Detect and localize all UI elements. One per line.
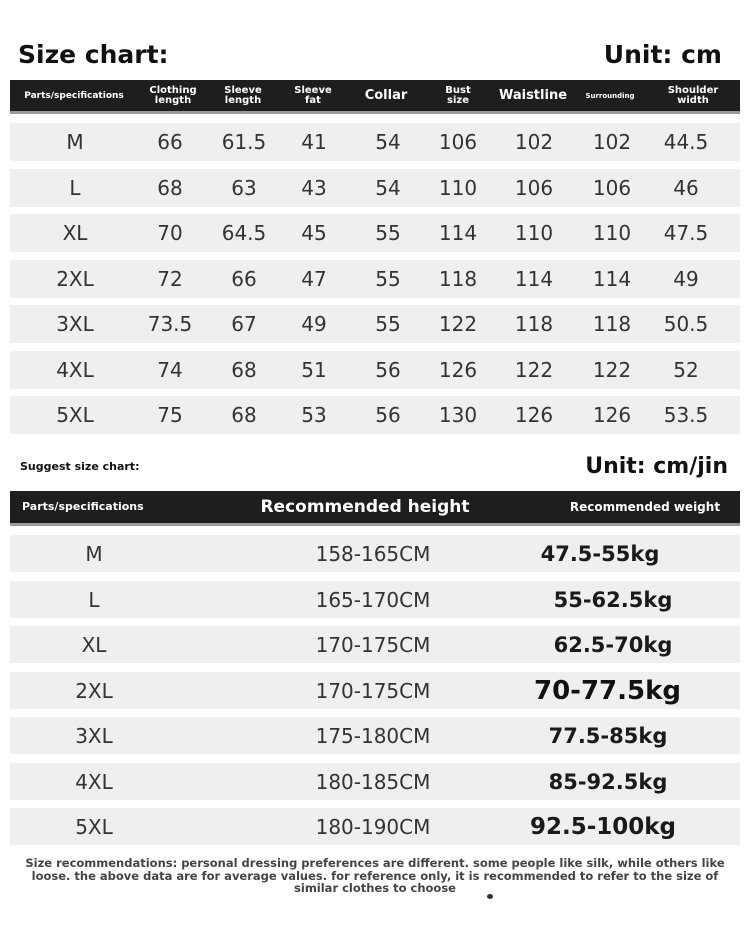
surrounding-value: 106 bbox=[592, 176, 632, 200]
sleeve-fat-value: 49 bbox=[301, 312, 327, 336]
shoulder-width-value: 52 bbox=[673, 358, 699, 382]
collar-value: 54 bbox=[375, 176, 401, 200]
size-label: 4XL bbox=[75, 770, 113, 794]
sleeve-length-value: 63 bbox=[231, 176, 257, 200]
recommended-height-value: 180-185CM bbox=[315, 770, 431, 794]
size-label: 3XL bbox=[75, 724, 113, 748]
shoulder-width-value: 47.5 bbox=[663, 221, 709, 245]
surrounding-value: 110 bbox=[592, 221, 632, 245]
recommended-weight-value: 47.5-55kg bbox=[540, 542, 660, 566]
bust-size-value: 114 bbox=[438, 221, 478, 245]
size-row bbox=[10, 351, 740, 389]
sleeve-length-value: 68 bbox=[231, 403, 257, 427]
sleeve-fat-value: 41 bbox=[301, 130, 327, 154]
waistline-value: 102 bbox=[514, 130, 554, 154]
surrounding-value: 126 bbox=[592, 403, 632, 427]
header-recommended-height: Recommended height bbox=[260, 497, 470, 517]
bust-size-value: 110 bbox=[438, 176, 478, 200]
suggest-row bbox=[10, 626, 740, 663]
recommended-height-value: 180-190CM bbox=[315, 815, 431, 839]
waistline-value: 106 bbox=[514, 176, 554, 200]
sleeve-fat-value: 45 bbox=[301, 221, 327, 245]
waistline-value: 118 bbox=[514, 312, 554, 336]
recommended-weight-value: 55-62.5kg bbox=[553, 588, 673, 612]
collar-value: 56 bbox=[375, 403, 401, 427]
size-recommendation-note: Size recommendations: personal dressing preferences are different. some people like silk, while others like loose. the above data are for average values. for reference only, it is recommended to refer to the size of similar clothes to choose bbox=[25, 856, 725, 895]
recommended-height-value: 175-180CM bbox=[315, 724, 431, 748]
recommended-weight-value: 70-77.5kg bbox=[533, 676, 682, 706]
surrounding-value: 122 bbox=[592, 358, 632, 382]
clothing-length-value: 70 bbox=[157, 221, 183, 245]
size-label: L bbox=[69, 176, 81, 200]
recommended-weight-value: 77.5-85kg bbox=[548, 724, 668, 748]
size-label: XL bbox=[81, 633, 107, 657]
bust-size-value: 118 bbox=[438, 267, 478, 291]
clothing-length-value: 68 bbox=[157, 176, 183, 200]
waistline-value: 110 bbox=[514, 221, 554, 245]
size-label: M bbox=[66, 130, 84, 154]
collar-value: 55 bbox=[375, 221, 401, 245]
size-label: 5XL bbox=[56, 403, 94, 427]
sleeve-length-value: 64.5 bbox=[221, 221, 267, 245]
recommended-height-value: 170-175CM bbox=[315, 633, 431, 657]
sleeve-length-value: 66 bbox=[231, 267, 257, 291]
suggest-chart-header bbox=[10, 491, 740, 526]
header-collar: Collar bbox=[364, 87, 408, 103]
recommended-height-value: 158-165CM bbox=[315, 542, 431, 566]
bust-size-value: 106 bbox=[438, 130, 478, 154]
clothing-length-value: 75 bbox=[157, 403, 183, 427]
size-row bbox=[10, 123, 740, 161]
suggest-row bbox=[10, 672, 740, 709]
header-parts: Parts/specifications bbox=[22, 500, 144, 513]
recommended-weight-value: 62.5-70kg bbox=[553, 633, 673, 657]
sleeve-fat-value: 47 bbox=[301, 267, 327, 291]
suggest-chart-title: Suggest size chart: bbox=[20, 460, 140, 473]
header-bust-size: Bust size bbox=[445, 84, 471, 106]
sleeve-fat-value: 51 bbox=[301, 358, 327, 382]
waistline-value: 114 bbox=[514, 267, 554, 291]
suggest-chart-unit: Unit: cm/jin bbox=[585, 454, 728, 479]
suggest-row bbox=[10, 535, 740, 572]
shoulder-width-value: 53.5 bbox=[663, 403, 709, 427]
header-sleeve-fat: Sleeve fat bbox=[294, 84, 332, 106]
suggest-row bbox=[10, 808, 740, 845]
shoulder-width-value: 49 bbox=[673, 267, 699, 291]
sleeve-length-value: 61.5 bbox=[221, 130, 267, 154]
size-label: L bbox=[88, 588, 100, 612]
surrounding-value: 118 bbox=[592, 312, 632, 336]
size-label: M bbox=[85, 542, 103, 566]
size-row bbox=[10, 169, 740, 207]
suggest-row bbox=[10, 581, 740, 618]
header-shoulder-width: Shoulder width bbox=[667, 84, 719, 106]
recommended-height-value: 165-170CM bbox=[315, 588, 431, 612]
header-clothing-length: Clothing length bbox=[149, 84, 197, 106]
size-chart-title: Size chart: bbox=[18, 40, 169, 69]
size-row bbox=[10, 214, 740, 252]
suggest-row bbox=[10, 763, 740, 800]
size-row bbox=[10, 305, 740, 343]
waistline-value: 126 bbox=[514, 403, 554, 427]
sleeve-fat-value: 43 bbox=[301, 176, 327, 200]
waistline-value: 122 bbox=[514, 358, 554, 382]
sleeve-fat-value: 53 bbox=[301, 403, 327, 427]
size-label: 2XL bbox=[75, 679, 113, 703]
size-label: 4XL bbox=[56, 358, 94, 382]
header-sleeve-length: Sleeve length bbox=[224, 84, 262, 106]
surrounding-value: 114 bbox=[592, 267, 632, 291]
collar-value: 54 bbox=[375, 130, 401, 154]
clothing-length-value: 72 bbox=[157, 267, 183, 291]
size-label: 3XL bbox=[56, 312, 94, 336]
sleeve-length-value: 67 bbox=[231, 312, 257, 336]
clothing-length-value: 73.5 bbox=[147, 312, 193, 336]
size-label: 2XL bbox=[56, 267, 94, 291]
clothing-length-value: 74 bbox=[157, 358, 183, 382]
clothing-length-value: 66 bbox=[157, 130, 183, 154]
recommended-weight-value: 85-92.5kg bbox=[548, 770, 668, 794]
surrounding-value: 102 bbox=[592, 130, 632, 154]
bust-size-value: 122 bbox=[438, 312, 478, 336]
collar-value: 56 bbox=[375, 358, 401, 382]
size-label: 5XL bbox=[75, 815, 113, 839]
size-row bbox=[10, 396, 740, 434]
collar-value: 55 bbox=[375, 312, 401, 336]
header-recommended-weight: Recommended weight bbox=[569, 500, 721, 514]
recommended-height-value: 170-175CM bbox=[315, 679, 431, 703]
shoulder-width-value: 46 bbox=[673, 176, 699, 200]
header-waistline: Waistline bbox=[498, 87, 568, 103]
header-surrounding: Surrounding bbox=[585, 91, 635, 100]
size-label: XL bbox=[62, 221, 88, 245]
collar-value: 55 bbox=[375, 267, 401, 291]
decorative-dot bbox=[487, 894, 493, 899]
size-row bbox=[10, 260, 740, 298]
sleeve-length-value: 68 bbox=[231, 358, 257, 382]
recommended-weight-value: 92.5-100kg bbox=[529, 814, 677, 840]
shoulder-width-value: 50.5 bbox=[663, 312, 709, 336]
header-parts: Parts/specifications bbox=[24, 90, 124, 101]
size-chart-header bbox=[10, 80, 740, 114]
suggest-row bbox=[10, 717, 740, 754]
size-chart-unit: Unit: cm bbox=[603, 40, 722, 69]
shoulder-width-value: 44.5 bbox=[663, 130, 709, 154]
bust-size-value: 126 bbox=[438, 358, 478, 382]
bust-size-value: 130 bbox=[438, 403, 478, 427]
